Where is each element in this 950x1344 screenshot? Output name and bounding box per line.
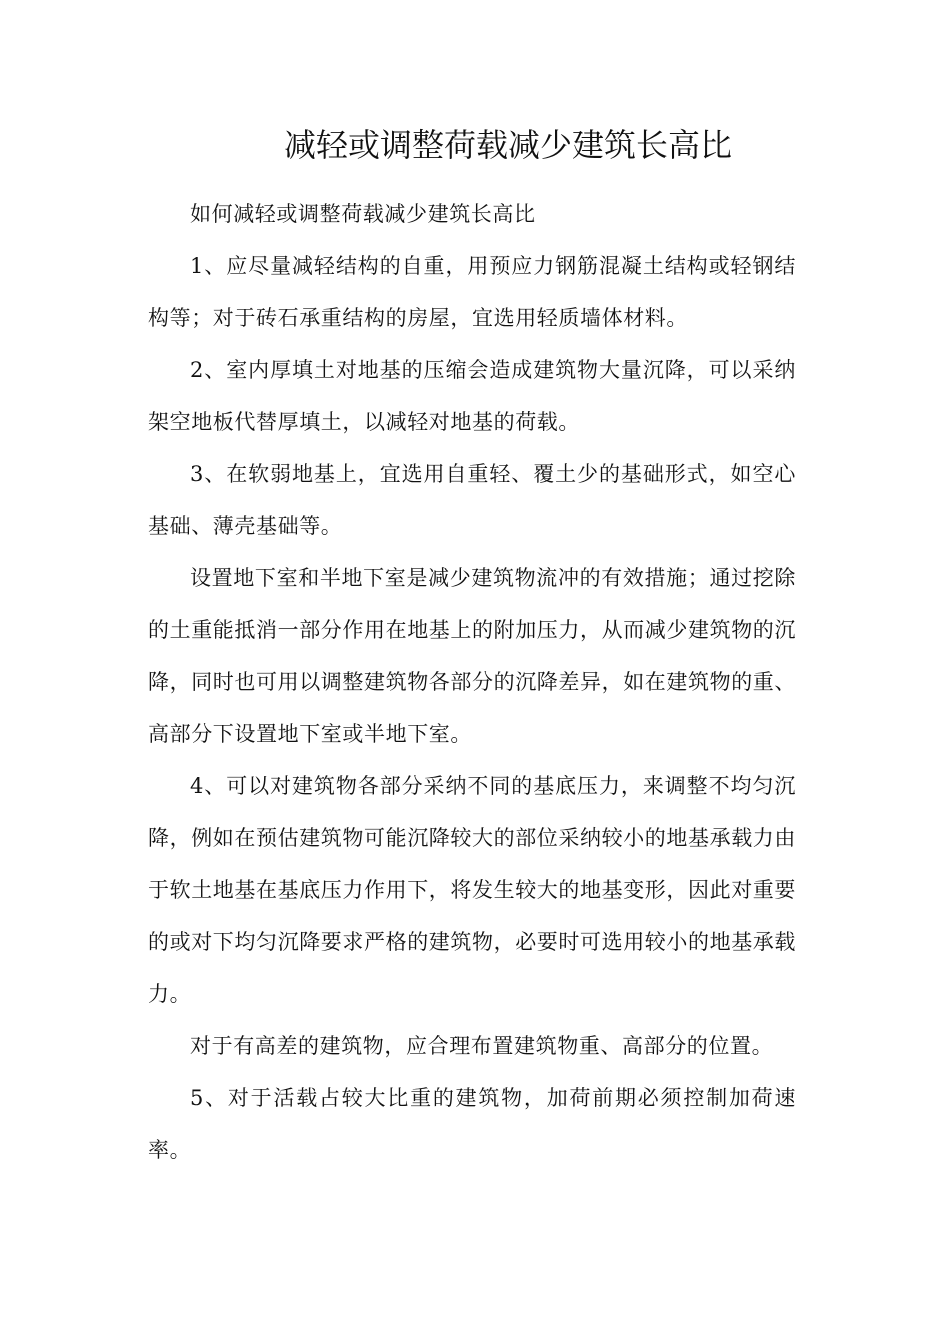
paragraph-basement: 设置地下室和半地下室是减少建筑物流冲的有效措施；通过挖除的土重能抵消一部分作用在地基上的附加压力，从而减少建筑物的沉降，同时也可用以调整建筑物各部分的沉降差异，如在建筑物的重、高部分下设置地下室或半地下室。 <box>148 566 796 746</box>
paragraph-intro: 如何减轻或调整荷载减少建筑长高比 <box>190 202 536 226</box>
document-body <box>148 188 796 1176</box>
paragraph-item-1: 1、应尽量减轻结构的自重，用预应力钢筋混凝土结构或轻钢结构等；对于砖石承重结构的房屋，宜选用轻质墙体材料。 <box>148 254 796 330</box>
paragraph-height-difference: 对于有高差的建筑物，应合理布置建筑物重、高部分的位置。 <box>190 1034 774 1058</box>
paragraph-item-5: 5、对于活载占较大比重的建筑物，加荷前期必须控制加荷速率。 <box>148 1086 796 1162</box>
paragraph-item-2: 2、室内厚填土对地基的压缩会造成建筑物大量沉降，可以采纳架空地板代替厚填土，以减轻对地基的荷载。 <box>148 358 796 434</box>
paragraph-item-3: 3、在软弱地基上，宜选用自重轻、覆土少的基础形式，如空心基础、薄壳基础等。 <box>148 462 796 538</box>
document-title: 减轻或调整荷载减少建筑长高比 <box>283 126 732 164</box>
paragraph-item-4: 4、可以对建筑物各部分采纳不同的基底压力，来调整不均匀沉降，例如在预估建筑物可能沉降较大的部位采纳较小的地基承载力由于软土地基在基底压力作用下，将发生较大的地基变形，因此对重要的或对下均匀沉降要求严格的建筑物，必要时可选用较小的地基承载力。 <box>148 774 796 1006</box>
